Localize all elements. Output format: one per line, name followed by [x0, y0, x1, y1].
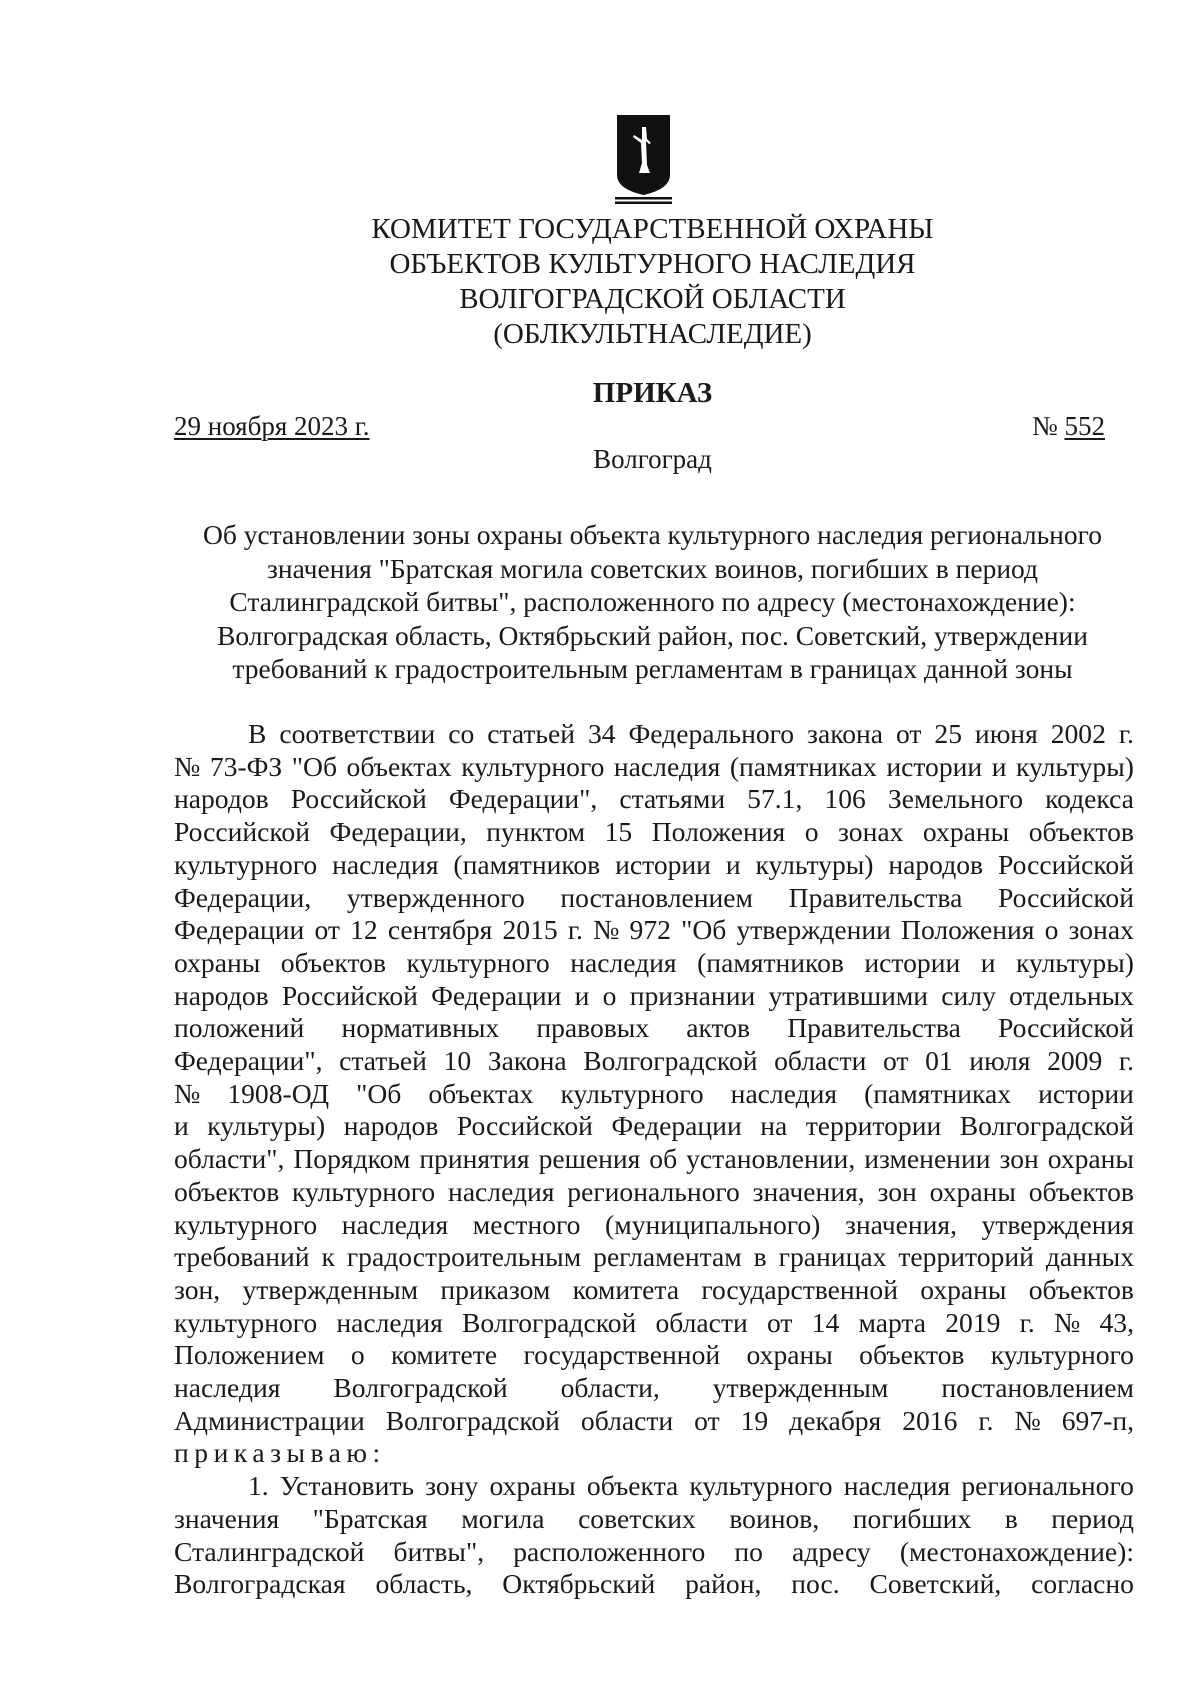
- word: советских: [578, 1502, 696, 1534]
- word: положений: [174, 1012, 305, 1044]
- body-line: [174, 1045, 1134, 1078]
- body-line: [174, 1470, 1134, 1503]
- word: от: [314, 914, 340, 946]
- word: утверждения: [981, 1208, 1134, 1240]
- word: декабря: [789, 1404, 882, 1436]
- body-line: [174, 1176, 1134, 1209]
- word: объектов: [859, 1339, 965, 1371]
- org-line: ВОЛГОГРАДСКОЙ ОБЛАСТИ: [459, 283, 846, 315]
- body-line: [174, 914, 1134, 947]
- word: государственной: [701, 1273, 898, 1305]
- word: и: [725, 848, 741, 880]
- subject-line: Об установлении зоны охраны объекта культурного наследия регионального: [202, 519, 1102, 550]
- word: в: [753, 1241, 767, 1273]
- word: "Об: [291, 750, 338, 782]
- word: наследия: [448, 1175, 555, 1207]
- word: зонах: [1068, 914, 1134, 946]
- body-line: [174, 1274, 1134, 1307]
- word: г.: [1118, 1045, 1134, 1077]
- body-line: [174, 849, 1134, 882]
- order-date: 29 ноября 2023 г.: [174, 411, 370, 441]
- word: Федерации",: [174, 1045, 323, 1077]
- word: культуры): [1016, 750, 1134, 782]
- word: Российской: [997, 881, 1134, 913]
- word: со: [448, 718, 475, 749]
- word: культурного: [406, 946, 550, 978]
- word: истории: [1038, 1077, 1134, 1109]
- word: битвы",: [393, 1535, 485, 1567]
- word: Федерации,: [174, 881, 312, 913]
- word: погибших: [852, 1502, 972, 1534]
- word: Федерации: [431, 979, 562, 1011]
- body-line: [174, 1536, 1134, 1569]
- word: правовых: [536, 1012, 650, 1044]
- word: адресу: [792, 1535, 871, 1567]
- body-line: [174, 1503, 1134, 1536]
- word: о: [602, 979, 617, 1011]
- body-line: [174, 1307, 1134, 1340]
- word: культурного: [461, 750, 605, 782]
- word: пос.: [791, 1568, 840, 1600]
- word: области: [580, 1404, 674, 1436]
- word: утратившими: [768, 979, 929, 1011]
- word: территории: [805, 1110, 942, 1142]
- word: могила: [461, 1502, 545, 1534]
- word: Установить: [279, 1470, 414, 1502]
- word: культурного: [174, 848, 318, 880]
- word: Правительства: [787, 1012, 961, 1044]
- word: истории: [886, 750, 983, 782]
- word: в: [1004, 1502, 1018, 1534]
- word: Закона: [487, 1045, 567, 1077]
- word: 2015: [502, 914, 558, 946]
- word: Волгоградской: [462, 1306, 637, 1338]
- word: Российской: [456, 1110, 593, 1142]
- word: объектов: [174, 1175, 280, 1207]
- word: "Братская: [312, 1502, 428, 1534]
- subject-line: Сталинградской битвы", расположенного по адресу (местонахождение):: [229, 586, 1076, 618]
- word: Советский,: [869, 1568, 1002, 1600]
- word: воинов,: [729, 1502, 820, 1534]
- word: наследия: [332, 848, 439, 880]
- word: Федерации: [611, 1110, 742, 1142]
- word: 1.: [248, 1470, 269, 1502]
- order-number-value: 552: [1064, 411, 1105, 441]
- word: согласно: [1031, 1568, 1134, 1600]
- word: отдельных: [1009, 979, 1134, 1011]
- word: 19: [740, 1404, 769, 1436]
- word: о: [804, 816, 819, 848]
- word: объектов: [1028, 1273, 1134, 1305]
- word: объектов: [1028, 1175, 1134, 1207]
- word: №: [1053, 1306, 1081, 1338]
- word: установлении,: [686, 1143, 856, 1175]
- word: (памятниках: [864, 1077, 1012, 1109]
- word: июля: [969, 1045, 1031, 1077]
- body-line: [174, 1568, 1134, 1601]
- word: культурного: [174, 1208, 318, 1240]
- word: 972: [629, 914, 671, 946]
- word: пунктом: [486, 816, 586, 848]
- word: объекта: [586, 1470, 679, 1502]
- word: значения,: [844, 1208, 957, 1240]
- word: наследия: [570, 946, 677, 978]
- word: местного: [472, 1208, 581, 1240]
- word: и: [174, 1110, 189, 1142]
- word: культурного: [689, 1470, 833, 1502]
- word: (памятников: [697, 946, 844, 978]
- word: на: [760, 1110, 788, 1142]
- body-line: [174, 783, 1134, 816]
- word: значения: [174, 1502, 280, 1534]
- word: охраны: [929, 1175, 1016, 1207]
- word: (местонахождение):: [899, 1535, 1134, 1567]
- word: Положением: [174, 1339, 325, 1371]
- body-line: [174, 1339, 1134, 1372]
- word: культурного: [560, 1077, 704, 1109]
- word: район,: [685, 1568, 762, 1600]
- word: объектов: [1028, 816, 1134, 848]
- word: сентября: [387, 914, 493, 946]
- word: признании: [629, 979, 756, 1011]
- word: Федерального: [628, 718, 795, 749]
- word: №: [593, 914, 620, 946]
- word: силу: [941, 979, 996, 1011]
- word: Федерации: [174, 914, 305, 946]
- body-line: [174, 947, 1134, 980]
- word: охраны: [922, 816, 1010, 848]
- body-line: [174, 816, 1134, 849]
- body-line: [174, 1078, 1134, 1111]
- word: народов: [343, 1110, 439, 1142]
- word: Положения: [901, 914, 1035, 946]
- word: о: [1044, 914, 1059, 946]
- word: 1908-ОД: [227, 1077, 330, 1109]
- word: 12: [350, 914, 378, 946]
- word: 15: [604, 816, 633, 848]
- word: истории: [615, 848, 711, 880]
- word: культурного: [292, 1175, 436, 1207]
- order-number: [1032, 411, 1105, 442]
- word: Российской: [281, 979, 418, 1011]
- word: культуры): [755, 848, 874, 880]
- word: "Об: [681, 914, 727, 946]
- word: наследия: [730, 1077, 838, 1109]
- word: требований: [174, 1241, 310, 1273]
- word: Федерации",: [448, 783, 598, 815]
- word: г.: [567, 914, 583, 946]
- word: комитета: [572, 1273, 680, 1305]
- word: Российской: [174, 816, 310, 848]
- word: Порядком: [293, 1143, 411, 1175]
- word: объектах: [428, 1077, 534, 1109]
- word: 34: [587, 718, 616, 749]
- word: зону: [425, 1470, 479, 1502]
- word: Октябрьский: [502, 1568, 656, 1600]
- document-type: ПРИКАЗ: [592, 377, 713, 409]
- org-line: ОБЪЕКТОВ КУЛЬТУРНОГО НАСЛЕДИЯ: [389, 248, 916, 280]
- word: охраны: [746, 1339, 833, 1371]
- word: Волгоградской: [959, 1110, 1134, 1142]
- volgograd-emblem-icon: [615, 113, 672, 205]
- word: государственной: [523, 1339, 721, 1371]
- word: область,: [375, 1568, 473, 1600]
- org-line: КОМИТЕТ ГОСУДАРСТВЕННОЙ ОХРАНЫ: [371, 213, 934, 245]
- word: статьей: [487, 718, 576, 749]
- word: охраны: [489, 1470, 576, 1502]
- word: объектах: [346, 750, 452, 782]
- word: от: [694, 1404, 720, 1436]
- word: культуры): [207, 1110, 326, 1142]
- word: культурного: [990, 1339, 1134, 1371]
- word: культуры): [1016, 946, 1134, 978]
- word: постановлением: [560, 881, 754, 913]
- order-number-prefix: №: [1031, 411, 1065, 441]
- word: 2016: [902, 1404, 958, 1436]
- body-line: приказываю:: [174, 1437, 386, 1469]
- word: кодекса: [1045, 783, 1134, 815]
- word: №: [1014, 1404, 1041, 1436]
- subject-line: значения "Братская могила советских воинов, погибших в период: [266, 552, 1038, 584]
- city: Волгоград: [593, 444, 712, 474]
- word: народов: [174, 979, 269, 1011]
- word: от: [895, 718, 922, 749]
- word: изменении: [864, 1143, 991, 1175]
- word: статьей: [339, 1045, 427, 1077]
- word: регламентам: [593, 1241, 742, 1273]
- word: Волгоградской: [583, 1045, 758, 1077]
- body-line: [174, 1405, 1134, 1438]
- word: Волгоградская: [174, 1568, 346, 1600]
- word: соответствии: [279, 718, 436, 749]
- word: от: [882, 1045, 909, 1077]
- word: (памятников: [453, 848, 601, 880]
- word: данных: [1045, 1241, 1134, 1273]
- word: охраны: [920, 1273, 1007, 1305]
- word: территорий: [898, 1241, 1034, 1273]
- word: области,: [560, 1372, 660, 1404]
- subject-line: Волгоградская область, Октябрьский район, пос. Советский, утверждении: [217, 619, 1088, 651]
- word: марта: [858, 1306, 927, 1338]
- word: "Об: [356, 1077, 402, 1109]
- word: решения: [538, 1143, 641, 1175]
- word: культурного: [174, 1306, 318, 1338]
- body-line: [174, 1241, 1134, 1274]
- word: и: [574, 979, 590, 1011]
- word: и: [980, 946, 996, 978]
- word: Федерации,: [329, 816, 467, 848]
- body-line: [174, 1110, 1134, 1143]
- word: 697-п,: [1061, 1404, 1134, 1436]
- body-line: [174, 751, 1134, 784]
- word: 14: [811, 1306, 840, 1338]
- word: 73-ФЗ: [209, 750, 283, 782]
- word: 106: [824, 783, 866, 815]
- word: Российской: [997, 848, 1134, 880]
- word: истории: [864, 946, 961, 978]
- word: народов: [888, 848, 984, 880]
- word: и: [991, 750, 1007, 782]
- body-line: [174, 980, 1134, 1013]
- word: постановлением: [941, 1372, 1134, 1404]
- word: Российской: [997, 1012, 1134, 1044]
- word: Российской: [290, 783, 427, 815]
- word: г.: [978, 1404, 994, 1436]
- word: зон,: [174, 1273, 221, 1305]
- word: наследия: [843, 1470, 951, 1502]
- word: 25: [934, 718, 962, 749]
- word: 57.1,: [747, 783, 803, 815]
- word: регионального: [961, 1470, 1134, 1502]
- word: №: [174, 1077, 201, 1109]
- word: закона: [807, 718, 884, 749]
- word: объектов: [280, 946, 386, 978]
- word: 01: [925, 1045, 953, 1077]
- org-line: (ОБЛКУЛЬТНАСЛЕДИЕ): [493, 318, 812, 350]
- word: по: [734, 1535, 763, 1567]
- body-line: [174, 718, 1134, 751]
- word: о: [350, 1339, 365, 1371]
- word: к: [321, 1241, 335, 1273]
- word: приказом: [440, 1273, 551, 1305]
- word: утверждении: [736, 914, 891, 946]
- word: охраны: [174, 946, 261, 978]
- word: области: [774, 1045, 867, 1077]
- word: наследия: [174, 1372, 281, 1404]
- word: границах: [778, 1241, 887, 1273]
- word: значения,: [752, 1175, 865, 1207]
- word: В: [248, 718, 267, 749]
- word: период: [1051, 1502, 1134, 1534]
- word: зон: [999, 1143, 1039, 1175]
- word: наследия: [613, 750, 721, 782]
- word: 43,: [1099, 1306, 1134, 1338]
- word: 2002: [1050, 718, 1106, 749]
- word: градостроительным: [346, 1241, 582, 1273]
- word: утвержденным: [712, 1372, 889, 1404]
- word: регионального: [567, 1175, 740, 1207]
- word: Администрации: [174, 1404, 365, 1436]
- word: №: [174, 750, 201, 782]
- body-line: [174, 1143, 1134, 1176]
- organization-name: [0, 212, 1200, 352]
- word: 2009: [1047, 1045, 1103, 1077]
- word: наследия: [336, 1306, 443, 1338]
- word: (муниципального): [605, 1208, 821, 1240]
- word: от: [766, 1306, 793, 1338]
- word: принятия: [419, 1143, 530, 1175]
- word: (памятниках: [729, 750, 877, 782]
- order-subject: [170, 518, 1135, 686]
- word: статьями: [619, 783, 726, 815]
- word: комитете: [390, 1339, 498, 1371]
- word: Положения: [651, 816, 786, 848]
- word: охраны: [1047, 1143, 1134, 1175]
- word: наследия: [341, 1208, 449, 1240]
- word: области",: [174, 1143, 285, 1175]
- word: июня: [974, 718, 1038, 749]
- word: области: [655, 1306, 748, 1338]
- body-line: [174, 1209, 1134, 1242]
- word: утвержденного: [346, 881, 525, 913]
- word: об: [649, 1143, 678, 1175]
- body-line: [174, 882, 1134, 915]
- subject-line: требований к градостроительным регламентам в границах данной зоны: [232, 653, 1073, 685]
- word: актов: [686, 1012, 751, 1044]
- word: Правительства: [788, 881, 963, 913]
- word: расположенного: [513, 1535, 706, 1567]
- body-line: [174, 1372, 1134, 1405]
- word: Земельного: [887, 783, 1024, 815]
- word: нормативных: [341, 1012, 500, 1044]
- order-body: [174, 718, 1134, 1601]
- word: утвержденным: [242, 1273, 419, 1305]
- word: 10: [443, 1045, 472, 1077]
- word: Волгоградской: [385, 1404, 560, 1436]
- body-line: [174, 1012, 1134, 1045]
- word: народов: [174, 783, 269, 815]
- word: 2019: [945, 1306, 1001, 1338]
- word: зонах: [838, 816, 904, 848]
- word: Волгоградской: [333, 1372, 508, 1404]
- word: зон: [877, 1175, 917, 1207]
- word: г.: [1118, 718, 1134, 749]
- word: Сталинградской: [174, 1535, 365, 1567]
- word: г.: [1019, 1306, 1035, 1338]
